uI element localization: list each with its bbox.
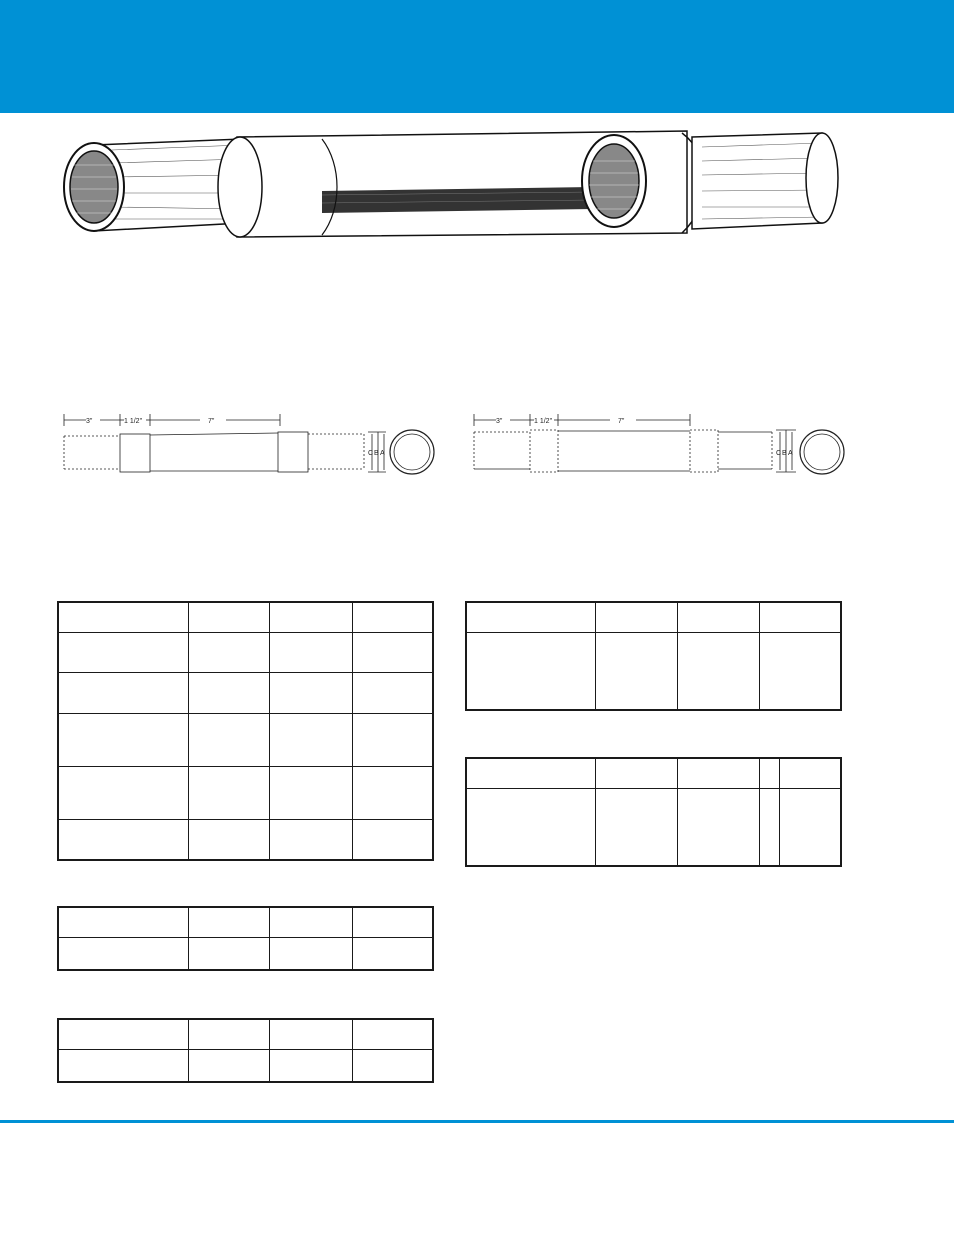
coupling-dimension-diagram-left	[60, 410, 440, 480]
spec-table-3	[57, 1018, 434, 1083]
pipe-coupling-illustration	[52, 125, 842, 240]
footer-rule	[0, 1120, 954, 1123]
marker-label: C	[368, 450, 374, 457]
marker-label: A	[380, 450, 385, 457]
spec-table-2	[57, 906, 434, 971]
spec-table-5	[465, 757, 842, 867]
spec-table-1	[57, 601, 434, 861]
marker-label: A	[788, 450, 793, 457]
marker-label: B	[782, 450, 787, 457]
dim-label: 7"	[618, 418, 625, 425]
marker-label: B	[374, 450, 379, 457]
coupling-dimension-diagram-right	[470, 410, 850, 480]
dim-label: 3"	[86, 418, 93, 425]
dim-label: 1 1/2"	[534, 418, 553, 425]
header-band	[0, 0, 954, 113]
spec-table-4	[465, 601, 842, 711]
dim-label: 3"	[496, 418, 503, 425]
dim-label: 1 1/2"	[124, 418, 143, 425]
dim-label: 7"	[208, 418, 215, 425]
marker-label: C	[776, 450, 782, 457]
